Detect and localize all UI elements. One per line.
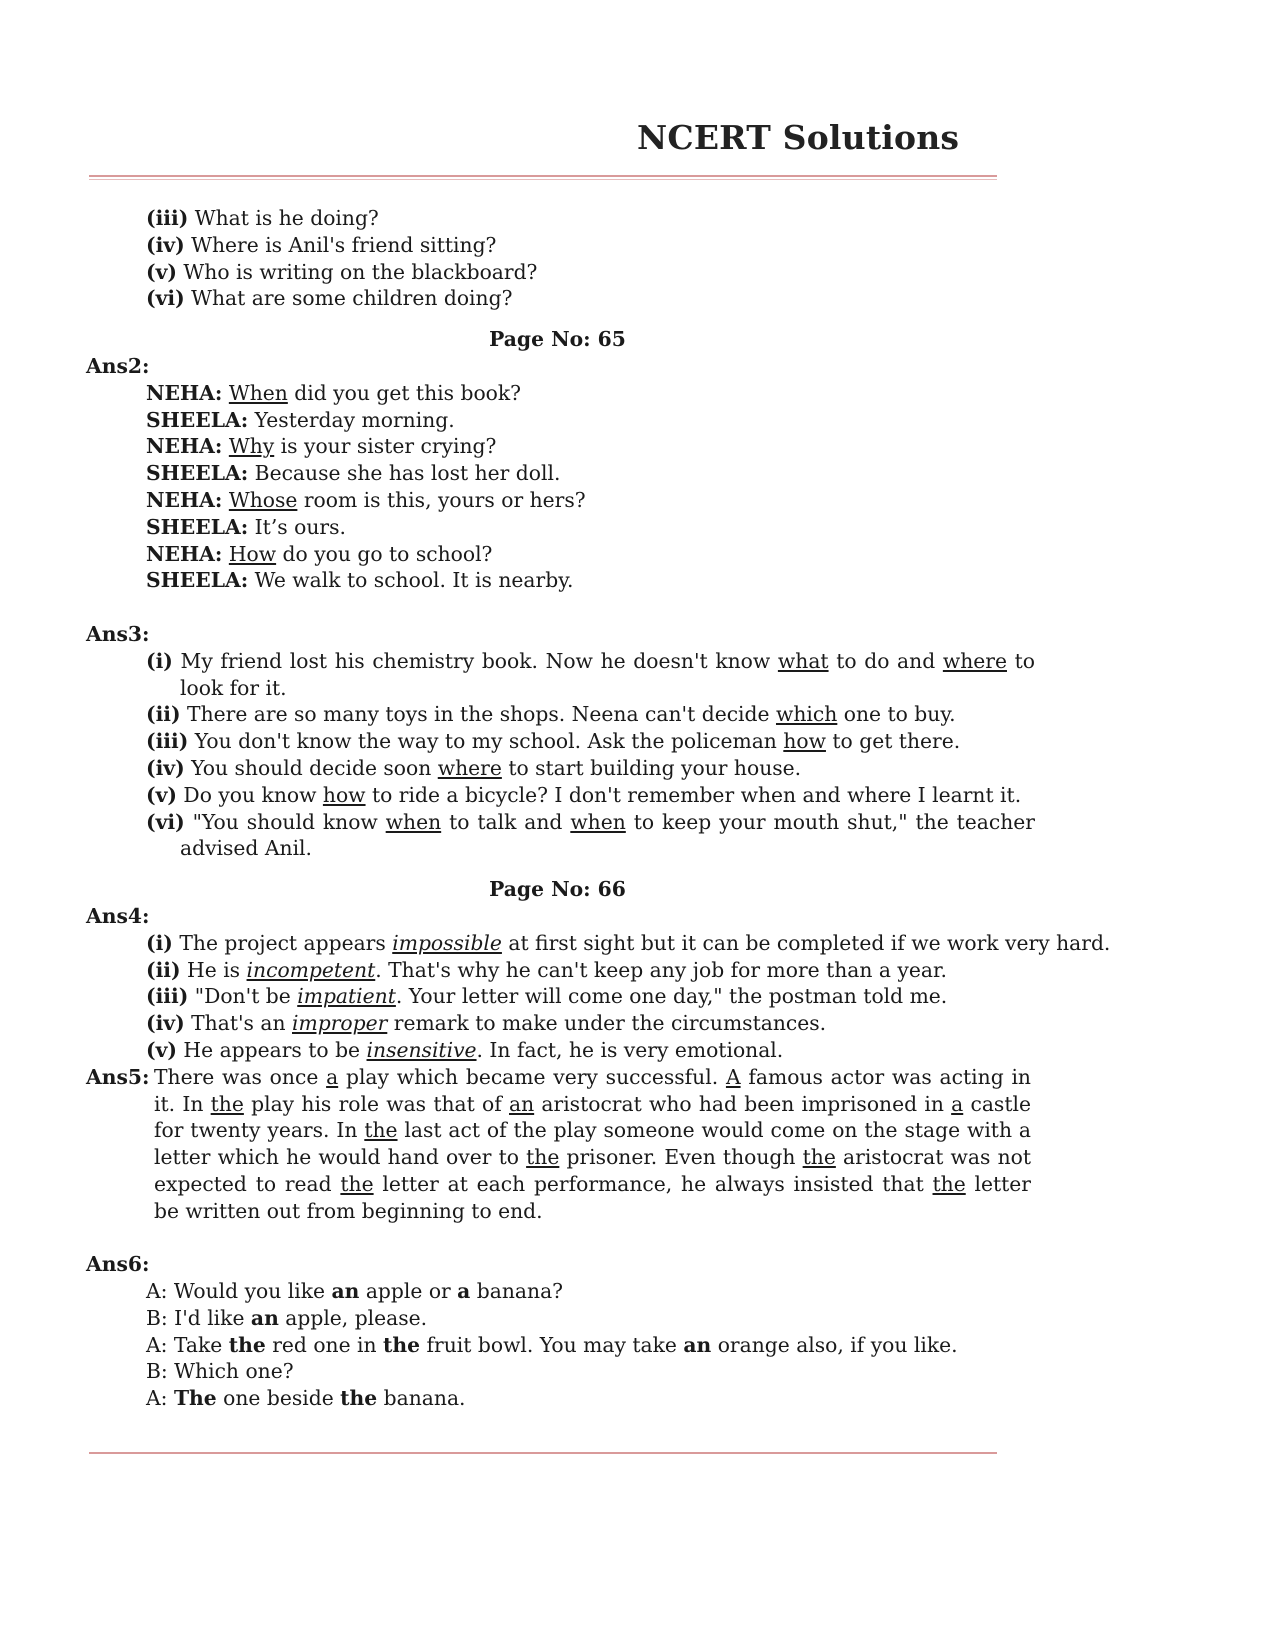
dialogue-line: SHEELA: We walk to school. It is nearby. bbox=[146, 568, 574, 593]
dialogue-line: NEHA: When did you get this book? bbox=[146, 380, 522, 405]
dialogue-line: SHEELA: Yesterday morning. bbox=[146, 407, 455, 432]
answer-item: (iii) You don't know the way to my school. Ask the policeman how to get there. bbox=[146, 729, 961, 754]
question-item: (iii) What is he doing? bbox=[146, 206, 379, 230]
header-divider bbox=[89, 175, 997, 180]
answer-5-text: There was once a play which became very successful. A famous actor was acting in it. In the play his role was that of an aristocrat who had been imprisoned in a castle for twenty years. In the last act of the play someone would come on the stage with a letter which he would hand over to the prisoner. Even though the aristocrat was not expected to read the letter at each performance, he always insisted that the letter be written out from beginning to end. bbox=[154, 1064, 1031, 1223]
dialogue-line: SHEELA: It’s ours. bbox=[146, 514, 346, 539]
answer-label-3: Ans3: bbox=[86, 621, 150, 646]
answer-label-4: Ans4: bbox=[86, 903, 150, 928]
answer-item: (iv) You should decide soon where to start building your house. bbox=[146, 755, 802, 780]
answer-paragraph-5 bbox=[0, 1064, 1031, 1225]
question-item: (vi) What are some children doing? bbox=[146, 286, 513, 311]
answer-item: (v) Do you know how to ride a bicycle? I don't remember when and where I learnt it. bbox=[146, 782, 1022, 807]
document-body bbox=[0, 205, 1275, 1412]
dialogue-line: NEHA: Why is your sister crying? bbox=[146, 434, 497, 459]
answer-item: (iv) That's an improper remark to make under the circumstances. bbox=[146, 1011, 827, 1036]
question-item: (iv) Where is Anil's friend sitting? bbox=[146, 232, 497, 257]
answer-label-6: Ans6: bbox=[86, 1252, 150, 1277]
answer-label-2: Ans2: bbox=[86, 353, 150, 378]
answer-item: (ii) There are so many toys in the shops. Neena can't decide which one to buy. bbox=[146, 702, 956, 727]
answer-item: (i) My friend lost his chemistry book. Now he doesn't know what to do and where to look for it. bbox=[146, 648, 1035, 700]
dialogue-line: NEHA: Whose room is this, yours or hers? bbox=[146, 487, 586, 512]
dialogue-line: A: Take the red one in the fruit bowl. You may take an orange also, if you like. bbox=[146, 1332, 958, 1357]
dialogue-line: NEHA: How do you go to school? bbox=[146, 541, 493, 566]
answer-item: (vi) "You should know when to talk and when to keep your mouth shut," the teacher advised Anil. bbox=[146, 809, 1035, 861]
dialogue-line: A: Would you like an apple or a banana? bbox=[146, 1279, 564, 1304]
answer-item: (i) The project appears impossible at first sight but it can be completed if we work very hard. bbox=[146, 930, 1111, 955]
question-item: (v) Who is writing on the blackboard? bbox=[146, 259, 538, 284]
answer-item: (v) He appears to be insensitive. In fact, he is very emotional. bbox=[146, 1037, 784, 1062]
dialogue-line: A: The one beside the banana. bbox=[146, 1386, 466, 1411]
page-header-title: NCERT Solutions bbox=[637, 118, 960, 157]
footer-divider bbox=[89, 1452, 997, 1455]
dialogue-line: B: Which one? bbox=[146, 1359, 294, 1384]
answer-item: (ii) He is incompetent. That's why he can't keep any job for more than a year. bbox=[146, 957, 947, 982]
answer-label-5: Ans5: bbox=[86, 1064, 150, 1089]
answer-item: (iii) "Don't be impatient. Your letter will come one day," the postman told me. bbox=[146, 984, 948, 1009]
page-number-heading: Page No: 65 bbox=[489, 327, 626, 352]
dialogue-line: SHEELA: Because she has lost her doll. bbox=[146, 461, 561, 486]
page-number-heading: Page No: 66 bbox=[489, 877, 626, 902]
dialogue-line: B: I'd like an apple, please. bbox=[146, 1305, 428, 1330]
